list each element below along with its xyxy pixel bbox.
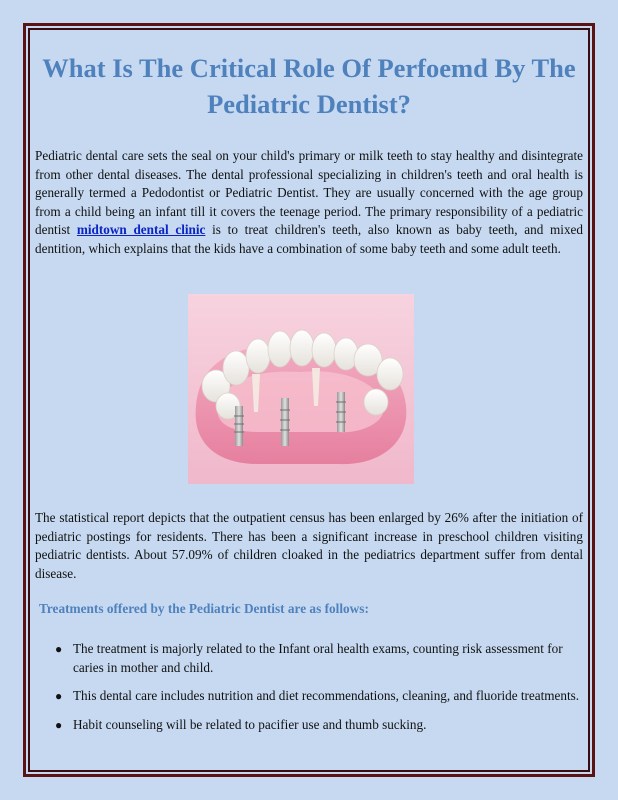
list-item: [35, 716, 583, 735]
list-item-text: Habit counseling will be related to pacifier use and thumb sucking.: [73, 716, 427, 732]
dental-implant-illustration-icon: [188, 294, 414, 484]
page-title: What Is The Critical Role Of Perfoemd By The Pediatric Dentist?: [42, 53, 576, 119]
dental-implant-image: [188, 294, 414, 484]
statistics-paragraph: The statistical report depicts that the outpatient census has been enlarged by 26% after the initiation of pediatric postings for residents. There has been a significant increase in preschool children visiting pediatric dentists. About 57.09% of children cloaked in the pediatrics department suffer from dental disease.: [35, 510, 583, 581]
list-item: [35, 640, 583, 677]
list-item: [35, 687, 583, 706]
intro-text-start: Pediatric dental care sets the seal on your child's primary or milk teeth to stay healthy and disintegrate from other dental diseases. The dental professional specializing in children's teeth and oral health is generally termed a Pedodontist or Pediatric Dentist. They are usually concerned with the age group from a child being an infant till it covers the teenage period. The primary responsibility of a pediatric dentist: [35, 148, 583, 238]
treatments-heading: Treatments offered by the Pediatric Dentist are as follows:: [39, 601, 369, 616]
list-item-text: This dental care includes nutrition and diet recommendations, cleaning, and fluoride treatments.: [73, 688, 580, 704]
midtown-dental-clinic-link[interactable]: midtown dental clinic: [76, 222, 206, 238]
bullet-icon: ●: [55, 717, 63, 732]
bullet-icon: ●: [55, 689, 63, 704]
intro-paragraph: [35, 147, 583, 259]
treatments-list: [35, 640, 583, 744]
bullet-icon: ●: [55, 642, 63, 656]
document-content: [35, 50, 584, 732]
intro-text-end: is to treat children's teeth, also known as baby teeth, and mixed dentition, which explains that the kids have a combination of some baby teeth and some adult teeth.: [35, 222, 584, 256]
list-item-text: The treatment is majorly related to the Infant oral health exams, counting risk assessment for caries in mother and child.: [73, 641, 563, 675]
